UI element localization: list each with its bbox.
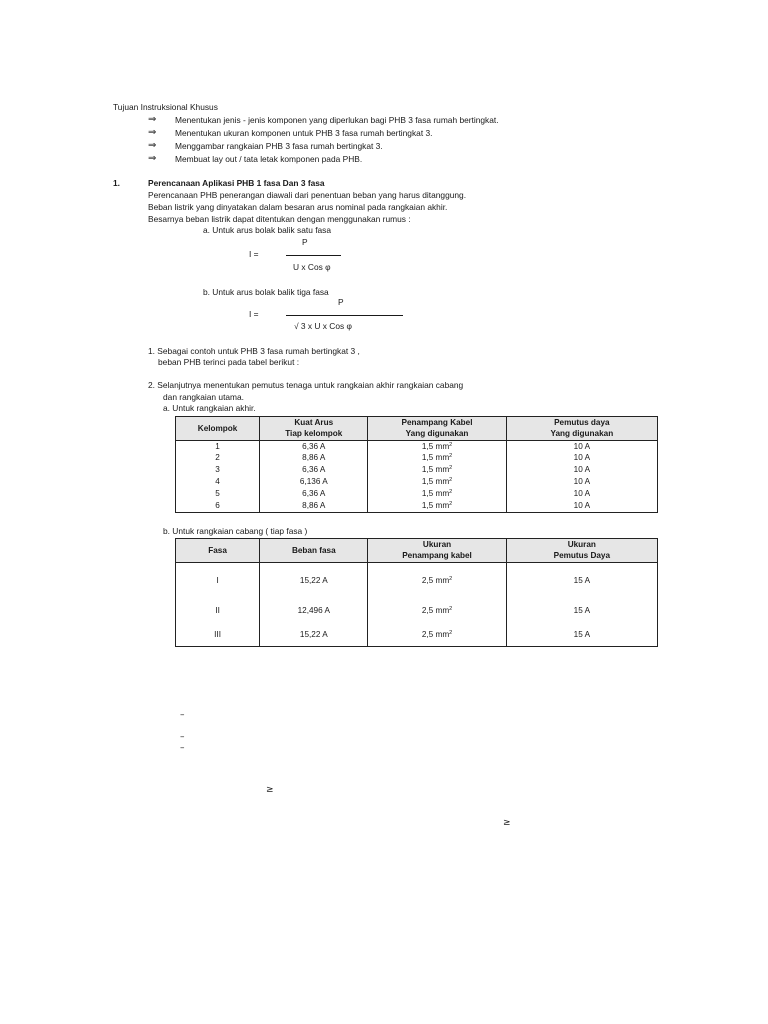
cell-kabel: 1,5 $mm^2$ <box>368 465 506 477</box>
objective-item-3 <box>148 140 383 151</box>
formula-a-denominator: U x Cos φ <box>293 262 331 272</box>
cell-arus: 8,86 A <box>260 501 368 513</box>
column-header: Penampang Kabel Yang digunakan <box>368 417 506 441</box>
cell-arus: 6,36 A <box>260 441 368 453</box>
double-arrow-icon: ⇒ <box>148 127 157 138</box>
table-row <box>176 441 658 453</box>
cell-arus: 6,36 A <box>260 465 368 477</box>
table-row <box>176 477 658 489</box>
cell-pemutus: 10 A <box>506 489 657 501</box>
section-paragraph-line: Besarnya beban listrik dapat ditentukan dengan menggunakan rumus : <box>148 214 411 224</box>
table-row <box>176 501 658 513</box>
section-paragraph-line: Perencanaan PHB penerangan diawali dari penentuan beban yang harus ditanggung. <box>148 190 467 200</box>
formula-a-label: a. Untuk arus bolak balik satu fasa <box>203 225 332 235</box>
fraction-line <box>286 315 403 316</box>
column-header: Kuat Arus Tiap kelompok <box>260 417 368 441</box>
note-1-line: 1. Sebagai contoh untuk PHB 3 fasa rumah bertingkat 3 , <box>148 346 360 356</box>
table-row <box>176 453 658 465</box>
cell-fasa: II <box>176 600 260 624</box>
column-header: Beban fasa <box>260 539 368 563</box>
cell-pemutus: 10 A <box>506 477 657 489</box>
cell-kelompok: 2 <box>176 453 260 465</box>
table-row <box>176 600 658 624</box>
table-rangkaian-cabang <box>175 538 658 647</box>
cell-beban: 15,22 A <box>260 624 368 647</box>
cell-kelompok: 5 <box>176 489 260 501</box>
cell-kabel: 2,5 $mm^2$ <box>368 624 506 647</box>
dash-mark: – <box>180 743 185 753</box>
cell-arus: 6,136 A <box>260 477 368 489</box>
subheading-b: b. Untuk rangkaian cabang ( tiap fasa ) <box>163 526 308 536</box>
cell-kabel: 1,5 $mm^2$ <box>368 453 506 465</box>
cell-kabel: 1,5 $mm^2$ <box>368 477 506 489</box>
cell-pemutus: 15 A <box>506 600 657 624</box>
cell-arus: 8,86 A <box>260 453 368 465</box>
cell-kelompok: 3 <box>176 465 260 477</box>
table-row <box>176 563 658 600</box>
cell-pemutus: 10 A <box>506 453 657 465</box>
formula-b-denominator: √ 3 x U x Cos φ <box>294 321 352 331</box>
cell-kelompok: 1 <box>176 441 260 453</box>
greater-equal-mark: ≥ <box>503 818 511 828</box>
column-header: Fasa <box>176 539 260 563</box>
cell-kabel: 1,5 $mm^2$ <box>368 489 506 501</box>
cell-beban: 15,22 A <box>260 563 368 600</box>
cell-kelompok: 6 <box>176 501 260 513</box>
cell-kabel: 2,5 $mm^2$ <box>368 563 506 600</box>
table-rangkaian-akhir <box>175 416 658 513</box>
table-row <box>176 624 658 647</box>
section-paragraph-line: Beban listrik yang dinyatakan dalam besaran arus nominal pada rangkaian akhir. <box>148 202 448 212</box>
objective-item-4 <box>148 153 363 164</box>
objectives-title: Tujuan Instruksional Khusus <box>113 102 218 112</box>
objective-item-2 <box>148 127 433 138</box>
column-header: Ukuran Penampang kabel <box>368 539 506 563</box>
column-header: Ukuran Pemutus Daya <box>506 539 657 563</box>
cell-beban: 12,496 A <box>260 600 368 624</box>
objective-text: Menggambar rangkaian PHB 3 fasa rumah bertingkat 3. <box>175 141 383 151</box>
formula-b-label: b. Untuk arus bolak balik tiga fasa <box>203 287 329 297</box>
cell-kabel: 1,5 $mm^2$ <box>368 501 506 513</box>
cell-pemutus: 15 A <box>506 563 657 600</box>
cell-fasa: I <box>176 563 260 600</box>
formula-b-lhs: I = <box>249 309 259 319</box>
cell-pemutus: 10 A <box>506 501 657 513</box>
section-title: Perencanaan Aplikasi PHB 1 fasa Dan 3 fasa <box>148 178 325 188</box>
note-2-line: 2. Selanjutnya menentukan pemutus tenaga untuk rangkaian akhir rangkaian cabang <box>148 380 464 390</box>
cell-kabel: 2,5 $mm^2$ <box>368 600 506 624</box>
objective-text: Membuat lay out / tata letak komponen pada PHB. <box>175 154 363 164</box>
double-arrow-icon: ⇒ <box>148 114 157 125</box>
column-header: Kelompok <box>176 417 260 441</box>
cell-pemutus: 15 A <box>506 624 657 647</box>
objective-item-1 <box>148 114 499 125</box>
formula-a-numerator: P <box>302 237 308 247</box>
greater-equal-mark: ≥ <box>266 785 274 795</box>
objective-text: Menentukan ukuran komponen untuk PHB 3 fasa rumah bertingkat 3. <box>175 128 433 138</box>
note-1-line: beban PHB terinci pada tabel berikut : <box>158 357 300 367</box>
table-row <box>176 489 658 501</box>
section-number: 1. <box>113 178 120 188</box>
cell-pemutus: 10 A <box>506 441 657 453</box>
double-arrow-icon: ⇒ <box>148 153 157 164</box>
formula-b-numerator: P <box>338 297 344 307</box>
subheading-a: a. Untuk rangkaian akhir. <box>163 403 256 413</box>
formula-a-lhs: I = <box>249 249 259 259</box>
note-2-line: dan rangkaian utama. <box>163 392 245 402</box>
column-header: Pemutus daya Yang digunakan <box>506 417 657 441</box>
fraction-line <box>286 255 341 256</box>
cell-kabel: 1,5 $mm^2$ <box>368 441 506 453</box>
objective-text: Menentukan jenis - jenis komponen yang diperlukan bagi PHB 3 fasa rumah bertingkat. <box>175 115 499 125</box>
table-row <box>176 465 658 477</box>
double-arrow-icon: ⇒ <box>148 140 157 151</box>
cell-fasa: III <box>176 624 260 647</box>
dash-mark: – <box>180 710 185 720</box>
cell-kelompok: 4 <box>176 477 260 489</box>
cell-arus: 6,36 A <box>260 489 368 501</box>
dash-mark: – <box>180 732 185 742</box>
cell-pemutus: 10 A <box>506 465 657 477</box>
